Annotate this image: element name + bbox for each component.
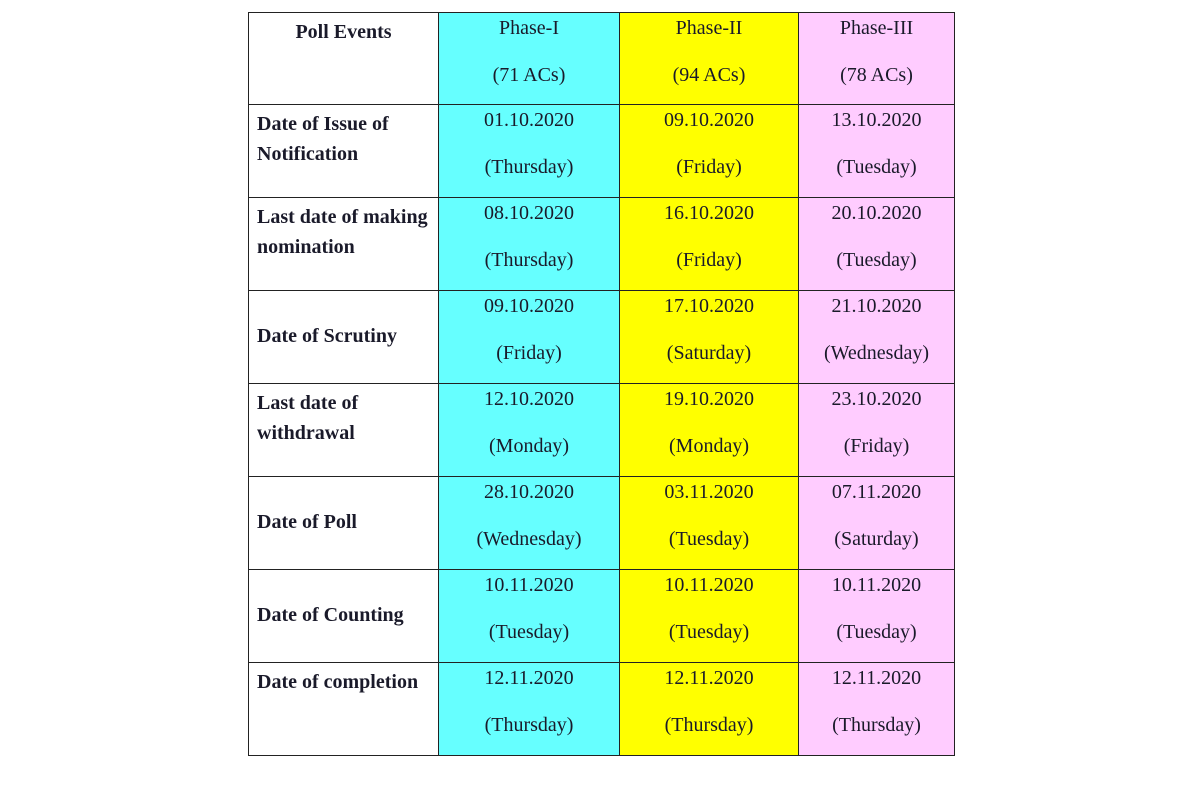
phase-1-cell	[439, 384, 620, 477]
date-value: 12.11.2020	[831, 667, 922, 689]
phase-3-cell	[799, 477, 955, 570]
day-value: (Wednesday)	[476, 528, 582, 550]
poll-events-label: Poll Events	[295, 21, 392, 43]
header-row	[249, 13, 955, 105]
event-cell	[249, 570, 439, 663]
event-label: Date of Poll	[257, 511, 357, 533]
date-value: 16.10.2020	[664, 202, 754, 224]
day-value: (Thursday)	[484, 714, 574, 736]
date-value: 17.10.2020	[664, 295, 754, 317]
day-value: (Wednesday)	[823, 342, 929, 364]
phase-acs: (71 ACs)	[492, 64, 566, 86]
date-value: 08.10.2020	[484, 202, 574, 224]
phase-3-cell	[799, 384, 955, 477]
day-value: (Saturday)	[666, 342, 752, 364]
date-value: 03.11.2020	[664, 481, 754, 503]
event-label: Date of completion	[257, 671, 419, 693]
table-row	[249, 663, 955, 756]
event-label: Date of Issue of Notification	[257, 113, 389, 165]
day-value: (Tuesday)	[836, 621, 917, 643]
phase-3-cell	[799, 663, 955, 756]
event-cell	[249, 477, 439, 570]
event-label: Date of Scrutiny	[257, 325, 397, 347]
date-value: 01.10.2020	[484, 109, 574, 131]
event-cell	[249, 291, 439, 384]
table-row	[249, 384, 955, 477]
phase-3-header	[799, 13, 955, 105]
date-value: 23.10.2020	[831, 388, 922, 410]
day-value: (Saturday)	[834, 528, 919, 550]
phase-3-cell	[799, 570, 955, 663]
phase-name: Phase-I	[499, 17, 559, 39]
event-label: Last date of making nomination	[257, 206, 428, 258]
date-value: 12.11.2020	[664, 667, 754, 689]
table-row	[249, 198, 955, 291]
date-value: 12.10.2020	[484, 388, 574, 410]
phase-2-cell	[620, 105, 799, 198]
day-value: (Tuesday)	[836, 156, 917, 178]
phase-1-cell	[439, 477, 620, 570]
phase-1-cell	[439, 663, 620, 756]
event-cell	[249, 663, 439, 756]
table-row	[249, 291, 955, 384]
poll-schedule-table	[248, 12, 955, 756]
event-label: Date of Counting	[257, 604, 404, 626]
phase-1-cell	[439, 198, 620, 291]
day-value: (Friday)	[496, 342, 562, 364]
day-value: (Thursday)	[484, 156, 574, 178]
day-value: (Friday)	[843, 435, 910, 457]
phase-2-cell	[620, 477, 799, 570]
day-value: (Tuesday)	[668, 528, 750, 550]
table-row	[249, 570, 955, 663]
day-value: (Thursday)	[832, 714, 921, 736]
day-value: (Tuesday)	[488, 621, 570, 643]
poll-events-header	[249, 13, 439, 105]
phase-3-cell	[799, 198, 955, 291]
day-value: (Tuesday)	[668, 621, 750, 643]
date-value: 09.10.2020	[484, 295, 574, 317]
date-value: 10.11.2020	[484, 574, 574, 596]
date-value: 21.10.2020	[831, 295, 922, 317]
date-value: 10.11.2020	[664, 574, 754, 596]
phase-1-cell	[439, 105, 620, 198]
day-value: (Tuesday)	[836, 249, 917, 271]
phase-1-cell	[439, 291, 620, 384]
day-value: (Monday)	[489, 435, 569, 457]
day-value: (Friday)	[676, 249, 742, 271]
phase-2-cell	[620, 663, 799, 756]
event-cell	[249, 105, 439, 198]
date-value: 09.10.2020	[664, 109, 754, 131]
phase-2-cell	[620, 570, 799, 663]
phase-1-cell	[439, 570, 620, 663]
day-value: (Thursday)	[484, 249, 574, 271]
phase-1-header	[439, 13, 620, 105]
table-row	[249, 477, 955, 570]
day-value: (Monday)	[669, 435, 749, 457]
phase-3-cell	[799, 105, 955, 198]
date-value: 19.10.2020	[664, 388, 754, 410]
phase-acs: (78 ACs)	[840, 64, 913, 86]
phase-2-cell	[620, 384, 799, 477]
phase-2-cell	[620, 198, 799, 291]
phase-acs: (94 ACs)	[672, 64, 746, 86]
date-value: 13.10.2020	[831, 109, 922, 131]
event-label: Last date of withdrawal	[257, 392, 359, 444]
phase-2-cell	[620, 291, 799, 384]
phase-2-header	[620, 13, 799, 105]
phase-name: Phase-III	[839, 17, 914, 39]
day-value: (Thursday)	[664, 714, 754, 736]
day-value: (Friday)	[676, 156, 742, 178]
date-value: 12.11.2020	[484, 667, 574, 689]
table-row	[249, 105, 955, 198]
phase-3-cell	[799, 291, 955, 384]
date-value: 28.10.2020	[484, 481, 574, 503]
date-value: 20.10.2020	[831, 202, 922, 224]
phase-name: Phase-II	[675, 17, 743, 39]
date-value: 07.11.2020	[831, 481, 922, 503]
event-cell	[249, 384, 439, 477]
date-value: 10.11.2020	[831, 574, 922, 596]
event-cell	[249, 198, 439, 291]
